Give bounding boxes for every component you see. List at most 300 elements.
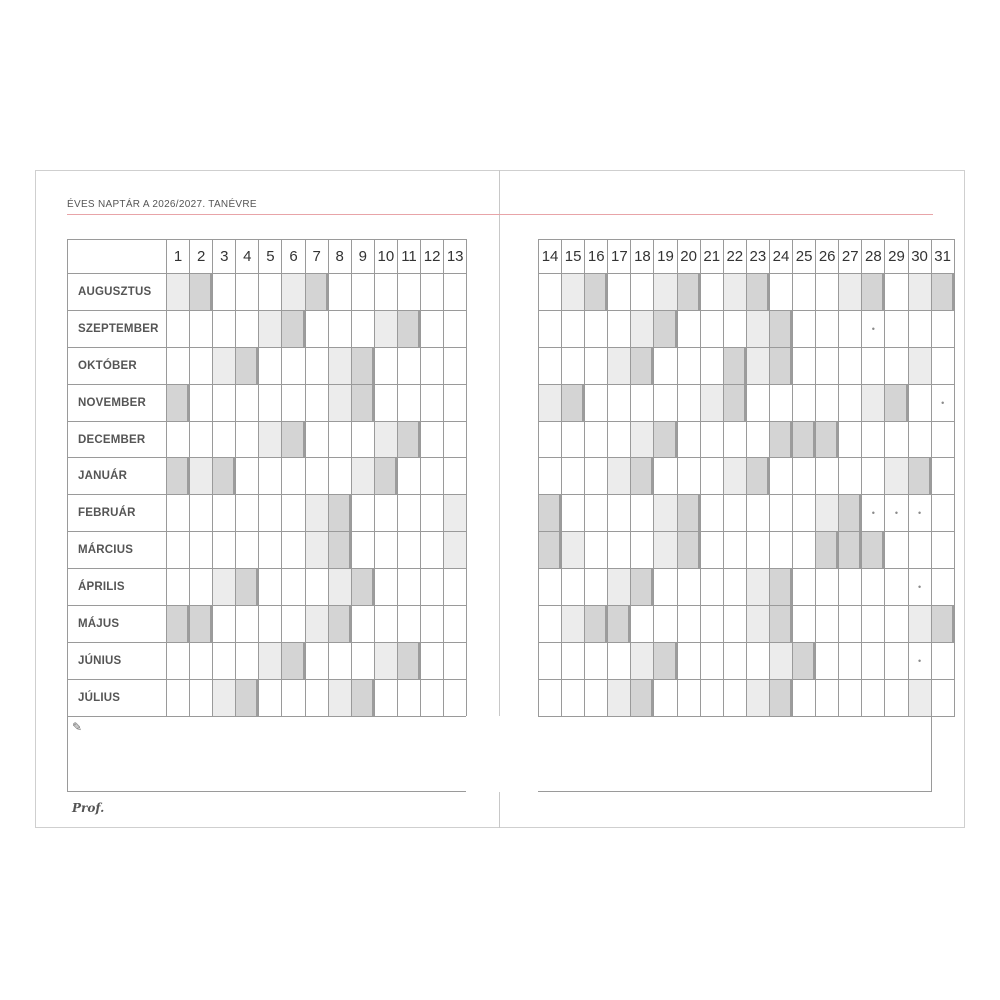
day-cell[interactable] [236, 310, 259, 347]
day-cell[interactable] [539, 679, 562, 716]
day-cell[interactable] [908, 458, 931, 495]
day-cell[interactable] [585, 421, 608, 458]
day-cell[interactable] [723, 347, 746, 384]
day-cell[interactable] [608, 347, 631, 384]
day-cell[interactable] [631, 458, 654, 495]
day-cell[interactable] [746, 495, 769, 532]
day-cell[interactable] [700, 347, 723, 384]
day-cell[interactable] [862, 679, 885, 716]
day-cell[interactable] [631, 606, 654, 643]
day-cell[interactable] [793, 532, 816, 569]
day-cell[interactable] [723, 421, 746, 458]
day-cell[interactable] [305, 458, 328, 495]
day-cell[interactable] [885, 384, 908, 421]
day-cell[interactable] [839, 495, 862, 532]
day-cell[interactable] [608, 606, 631, 643]
day-cell[interactable] [374, 310, 397, 347]
day-cell[interactable] [397, 384, 420, 421]
day-cell[interactable] [328, 274, 351, 311]
day-cell[interactable] [608, 458, 631, 495]
day-cell[interactable] [421, 679, 444, 716]
day-cell[interactable]: • [885, 495, 908, 532]
day-cell[interactable] [190, 642, 213, 679]
day-cell[interactable] [282, 458, 305, 495]
day-cell[interactable] [167, 495, 190, 532]
day-cell[interactable] [700, 421, 723, 458]
day-cell[interactable] [213, 532, 236, 569]
day-cell[interactable] [746, 458, 769, 495]
day-cell[interactable] [677, 495, 700, 532]
day-cell[interactable] [397, 606, 420, 643]
day-cell[interactable] [700, 679, 723, 716]
day-cell[interactable] [190, 532, 213, 569]
day-cell[interactable] [397, 421, 420, 458]
day-cell[interactable] [167, 679, 190, 716]
day-cell[interactable] [374, 384, 397, 421]
day-cell[interactable] [305, 347, 328, 384]
day-cell[interactable] [259, 274, 282, 311]
day-cell[interactable] [746, 421, 769, 458]
day-cell[interactable] [839, 679, 862, 716]
day-cell[interactable] [931, 569, 954, 606]
day-cell[interactable] [328, 606, 351, 643]
day-cell[interactable] [769, 458, 792, 495]
day-cell[interactable] [421, 495, 444, 532]
day-cell[interactable] [328, 495, 351, 532]
day-cell[interactable] [931, 495, 954, 532]
day-cell[interactable] [931, 606, 954, 643]
day-cell[interactable] [608, 421, 631, 458]
day-cell[interactable] [444, 569, 467, 606]
day-cell[interactable] [421, 421, 444, 458]
day-cell[interactable] [862, 606, 885, 643]
day-cell[interactable] [328, 310, 351, 347]
day-cell[interactable] [282, 642, 305, 679]
day-cell[interactable] [585, 569, 608, 606]
day-cell[interactable] [444, 495, 467, 532]
day-cell[interactable] [444, 274, 467, 311]
day-cell[interactable] [444, 384, 467, 421]
day-cell[interactable] [631, 569, 654, 606]
day-cell[interactable] [421, 606, 444, 643]
day-cell[interactable] [190, 679, 213, 716]
day-cell[interactable] [769, 495, 792, 532]
day-cell[interactable] [421, 347, 444, 384]
day-cell[interactable] [397, 642, 420, 679]
day-cell[interactable] [746, 310, 769, 347]
day-cell[interactable] [282, 569, 305, 606]
day-cell[interactable] [793, 310, 816, 347]
day-cell[interactable] [700, 310, 723, 347]
day-cell[interactable] [769, 274, 792, 311]
day-cell[interactable] [374, 679, 397, 716]
day-cell[interactable] [190, 495, 213, 532]
day-cell[interactable] [654, 642, 677, 679]
day-cell[interactable] [282, 274, 305, 311]
day-cell[interactable] [839, 642, 862, 679]
day-cell[interactable] [585, 384, 608, 421]
day-cell[interactable] [562, 606, 585, 643]
day-cell[interactable] [862, 274, 885, 311]
day-cell[interactable] [862, 347, 885, 384]
day-cell[interactable] [259, 679, 282, 716]
day-cell[interactable] [769, 532, 792, 569]
day-cell[interactable] [585, 347, 608, 384]
day-cell[interactable] [190, 274, 213, 311]
day-cell[interactable] [631, 421, 654, 458]
day-cell[interactable] [236, 384, 259, 421]
day-cell[interactable] [562, 310, 585, 347]
day-cell[interactable] [328, 384, 351, 421]
day-cell[interactable] [190, 569, 213, 606]
day-cell[interactable] [328, 347, 351, 384]
day-cell[interactable] [793, 421, 816, 458]
day-cell[interactable] [839, 310, 862, 347]
day-cell[interactable] [746, 569, 769, 606]
day-cell[interactable] [700, 606, 723, 643]
day-cell[interactable] [654, 274, 677, 311]
day-cell[interactable] [931, 421, 954, 458]
day-cell[interactable] [700, 274, 723, 311]
day-cell[interactable] [816, 421, 839, 458]
day-cell[interactable] [885, 679, 908, 716]
day-cell[interactable] [723, 274, 746, 311]
day-cell[interactable] [585, 495, 608, 532]
day-cell[interactable] [562, 384, 585, 421]
day-cell[interactable] [562, 532, 585, 569]
day-cell[interactable] [677, 384, 700, 421]
day-cell[interactable] [351, 606, 374, 643]
day-cell[interactable] [374, 642, 397, 679]
day-cell[interactable] [862, 642, 885, 679]
day-cell[interactable] [793, 347, 816, 384]
day-cell[interactable] [746, 679, 769, 716]
day-cell[interactable] [562, 679, 585, 716]
day-cell[interactable] [931, 347, 954, 384]
day-cell[interactable] [236, 274, 259, 311]
day-cell[interactable] [444, 347, 467, 384]
day-cell[interactable] [562, 274, 585, 311]
day-cell[interactable] [816, 532, 839, 569]
day-cell[interactable] [562, 421, 585, 458]
day-cell[interactable] [397, 458, 420, 495]
day-cell[interactable] [328, 642, 351, 679]
day-cell[interactable] [793, 569, 816, 606]
day-cell[interactable] [397, 347, 420, 384]
day-cell[interactable] [746, 384, 769, 421]
day-cell[interactable]: • [931, 384, 954, 421]
day-cell[interactable] [539, 495, 562, 532]
day-cell[interactable] [421, 569, 444, 606]
day-cell[interactable] [444, 532, 467, 569]
day-cell[interactable] [885, 569, 908, 606]
day-cell[interactable] [374, 495, 397, 532]
day-cell[interactable] [908, 347, 931, 384]
day-cell[interactable] [585, 679, 608, 716]
day-cell[interactable] [885, 458, 908, 495]
day-cell[interactable] [213, 495, 236, 532]
day-cell[interactable] [213, 384, 236, 421]
day-cell[interactable] [608, 679, 631, 716]
day-cell[interactable] [259, 458, 282, 495]
day-cell[interactable] [213, 458, 236, 495]
day-cell[interactable] [190, 606, 213, 643]
day-cell[interactable] [236, 569, 259, 606]
day-cell[interactable] [444, 458, 467, 495]
day-cell[interactable] [397, 679, 420, 716]
day-cell[interactable] [608, 274, 631, 311]
day-cell[interactable] [213, 606, 236, 643]
day-cell[interactable] [282, 606, 305, 643]
day-cell[interactable] [190, 384, 213, 421]
day-cell[interactable] [631, 274, 654, 311]
day-cell[interactable] [585, 458, 608, 495]
day-cell[interactable] [539, 532, 562, 569]
day-cell[interactable] [397, 274, 420, 311]
day-cell[interactable] [931, 274, 954, 311]
day-cell[interactable] [374, 606, 397, 643]
day-cell[interactable] [167, 274, 190, 311]
day-cell[interactable] [213, 347, 236, 384]
day-cell[interactable] [816, 679, 839, 716]
day-cell[interactable] [608, 310, 631, 347]
day-cell[interactable] [351, 532, 374, 569]
day-cell[interactable] [654, 679, 677, 716]
day-cell[interactable] [351, 347, 374, 384]
day-cell[interactable] [631, 679, 654, 716]
day-cell[interactable] [908, 606, 931, 643]
day-cell[interactable] [723, 679, 746, 716]
day-cell[interactable] [167, 347, 190, 384]
day-cell[interactable] [444, 679, 467, 716]
day-cell[interactable] [654, 310, 677, 347]
day-cell[interactable] [374, 421, 397, 458]
day-cell[interactable] [539, 347, 562, 384]
day-cell[interactable] [167, 569, 190, 606]
day-cell[interactable] [213, 642, 236, 679]
day-cell[interactable] [816, 310, 839, 347]
day-cell[interactable] [351, 310, 374, 347]
day-cell[interactable]: • [908, 569, 931, 606]
day-cell[interactable] [213, 421, 236, 458]
day-cell[interactable] [444, 310, 467, 347]
day-cell[interactable] [421, 458, 444, 495]
day-cell[interactable] [931, 679, 954, 716]
day-cell[interactable] [700, 569, 723, 606]
day-cell[interactable] [539, 642, 562, 679]
day-cell[interactable] [839, 532, 862, 569]
day-cell[interactable] [908, 679, 931, 716]
day-cell[interactable] [931, 532, 954, 569]
day-cell[interactable] [862, 458, 885, 495]
day-cell[interactable] [723, 310, 746, 347]
day-cell[interactable] [167, 384, 190, 421]
day-cell[interactable] [236, 606, 259, 643]
day-cell[interactable] [608, 532, 631, 569]
day-cell[interactable] [700, 642, 723, 679]
day-cell[interactable] [816, 569, 839, 606]
day-cell[interactable] [839, 421, 862, 458]
day-cell[interactable] [305, 495, 328, 532]
day-cell[interactable] [608, 642, 631, 679]
day-cell[interactable] [259, 347, 282, 384]
day-cell[interactable] [421, 384, 444, 421]
day-cell[interactable] [793, 495, 816, 532]
day-cell[interactable] [328, 569, 351, 606]
day-cell[interactable] [723, 458, 746, 495]
day-cell[interactable] [259, 642, 282, 679]
day-cell[interactable] [397, 310, 420, 347]
day-cell[interactable] [259, 384, 282, 421]
day-cell[interactable] [421, 642, 444, 679]
day-cell[interactable] [374, 274, 397, 311]
day-cell[interactable] [723, 532, 746, 569]
day-cell[interactable] [654, 458, 677, 495]
day-cell[interactable] [862, 569, 885, 606]
day-cell[interactable] [839, 458, 862, 495]
day-cell[interactable] [908, 310, 931, 347]
day-cell[interactable] [677, 679, 700, 716]
day-cell[interactable] [677, 532, 700, 569]
day-cell[interactable] [654, 495, 677, 532]
day-cell[interactable] [816, 458, 839, 495]
day-cell[interactable] [421, 532, 444, 569]
day-cell[interactable] [769, 642, 792, 679]
day-cell[interactable] [167, 532, 190, 569]
day-cell[interactable] [444, 642, 467, 679]
day-cell[interactable] [585, 642, 608, 679]
day-cell[interactable] [374, 347, 397, 384]
day-cell[interactable] [746, 532, 769, 569]
day-cell[interactable] [908, 274, 931, 311]
day-cell[interactable] [677, 310, 700, 347]
day-cell[interactable] [259, 569, 282, 606]
day-cell[interactable]: • [862, 495, 885, 532]
day-cell[interactable] [562, 347, 585, 384]
day-cell[interactable] [421, 274, 444, 311]
day-cell[interactable] [677, 642, 700, 679]
day-cell[interactable] [351, 421, 374, 458]
day-cell[interactable] [236, 458, 259, 495]
day-cell[interactable] [397, 569, 420, 606]
day-cell[interactable] [654, 569, 677, 606]
day-cell[interactable] [700, 495, 723, 532]
day-cell[interactable] [723, 569, 746, 606]
day-cell[interactable] [839, 384, 862, 421]
day-cell[interactable] [585, 606, 608, 643]
day-cell[interactable] [793, 458, 816, 495]
day-cell[interactable] [236, 495, 259, 532]
day-cell[interactable] [259, 310, 282, 347]
day-cell[interactable] [839, 274, 862, 311]
day-cell[interactable] [167, 310, 190, 347]
day-cell[interactable] [908, 532, 931, 569]
day-cell[interactable] [931, 642, 954, 679]
day-cell[interactable] [608, 384, 631, 421]
day-cell[interactable] [885, 310, 908, 347]
day-cell[interactable] [631, 495, 654, 532]
day-cell[interactable] [190, 421, 213, 458]
day-cell[interactable] [885, 421, 908, 458]
day-cell[interactable] [259, 606, 282, 643]
day-cell[interactable] [885, 642, 908, 679]
day-cell[interactable] [885, 606, 908, 643]
day-cell[interactable] [305, 310, 328, 347]
day-cell[interactable] [631, 532, 654, 569]
day-cell[interactable] [654, 384, 677, 421]
day-cell[interactable] [839, 569, 862, 606]
day-cell[interactable] [769, 569, 792, 606]
day-cell[interactable] [421, 310, 444, 347]
day-cell[interactable] [839, 606, 862, 643]
day-cell[interactable] [167, 458, 190, 495]
day-cell[interactable] [746, 606, 769, 643]
day-cell[interactable] [351, 569, 374, 606]
day-cell[interactable] [236, 679, 259, 716]
day-cell[interactable] [931, 458, 954, 495]
day-cell[interactable] [677, 274, 700, 311]
day-cell[interactable] [351, 274, 374, 311]
day-cell[interactable] [746, 274, 769, 311]
day-cell[interactable] [862, 421, 885, 458]
day-cell[interactable] [328, 679, 351, 716]
day-cell[interactable] [190, 310, 213, 347]
day-cell[interactable] [305, 606, 328, 643]
day-cell[interactable] [236, 532, 259, 569]
day-cell[interactable] [677, 569, 700, 606]
day-cell[interactable] [213, 310, 236, 347]
day-cell[interactable] [862, 384, 885, 421]
day-cell[interactable] [654, 532, 677, 569]
day-cell[interactable] [562, 642, 585, 679]
day-cell[interactable] [282, 384, 305, 421]
day-cell[interactable] [328, 532, 351, 569]
day-cell[interactable] [282, 679, 305, 716]
day-cell[interactable]: • [862, 310, 885, 347]
day-cell[interactable] [793, 384, 816, 421]
day-cell[interactable] [677, 347, 700, 384]
day-cell[interactable] [539, 569, 562, 606]
day-cell[interactable] [351, 458, 374, 495]
day-cell[interactable] [562, 458, 585, 495]
day-cell[interactable] [305, 642, 328, 679]
day-cell[interactable] [631, 384, 654, 421]
day-cell[interactable] [305, 384, 328, 421]
day-cell[interactable] [539, 421, 562, 458]
day-cell[interactable] [167, 642, 190, 679]
day-cell[interactable] [816, 495, 839, 532]
day-cell[interactable] [539, 606, 562, 643]
day-cell[interactable] [908, 384, 931, 421]
day-cell[interactable] [305, 679, 328, 716]
day-cell[interactable] [816, 384, 839, 421]
day-cell[interactable] [654, 347, 677, 384]
day-cell[interactable] [608, 569, 631, 606]
day-cell[interactable] [585, 310, 608, 347]
day-cell[interactable] [282, 495, 305, 532]
day-cell[interactable] [862, 532, 885, 569]
day-cell[interactable] [793, 642, 816, 679]
day-cell[interactable] [282, 310, 305, 347]
day-cell[interactable] [328, 458, 351, 495]
day-cell[interactable] [282, 421, 305, 458]
day-cell[interactable] [539, 384, 562, 421]
day-cell[interactable] [769, 384, 792, 421]
day-cell[interactable] [677, 606, 700, 643]
day-cell[interactable] [259, 421, 282, 458]
day-cell[interactable] [282, 532, 305, 569]
day-cell[interactable] [746, 347, 769, 384]
